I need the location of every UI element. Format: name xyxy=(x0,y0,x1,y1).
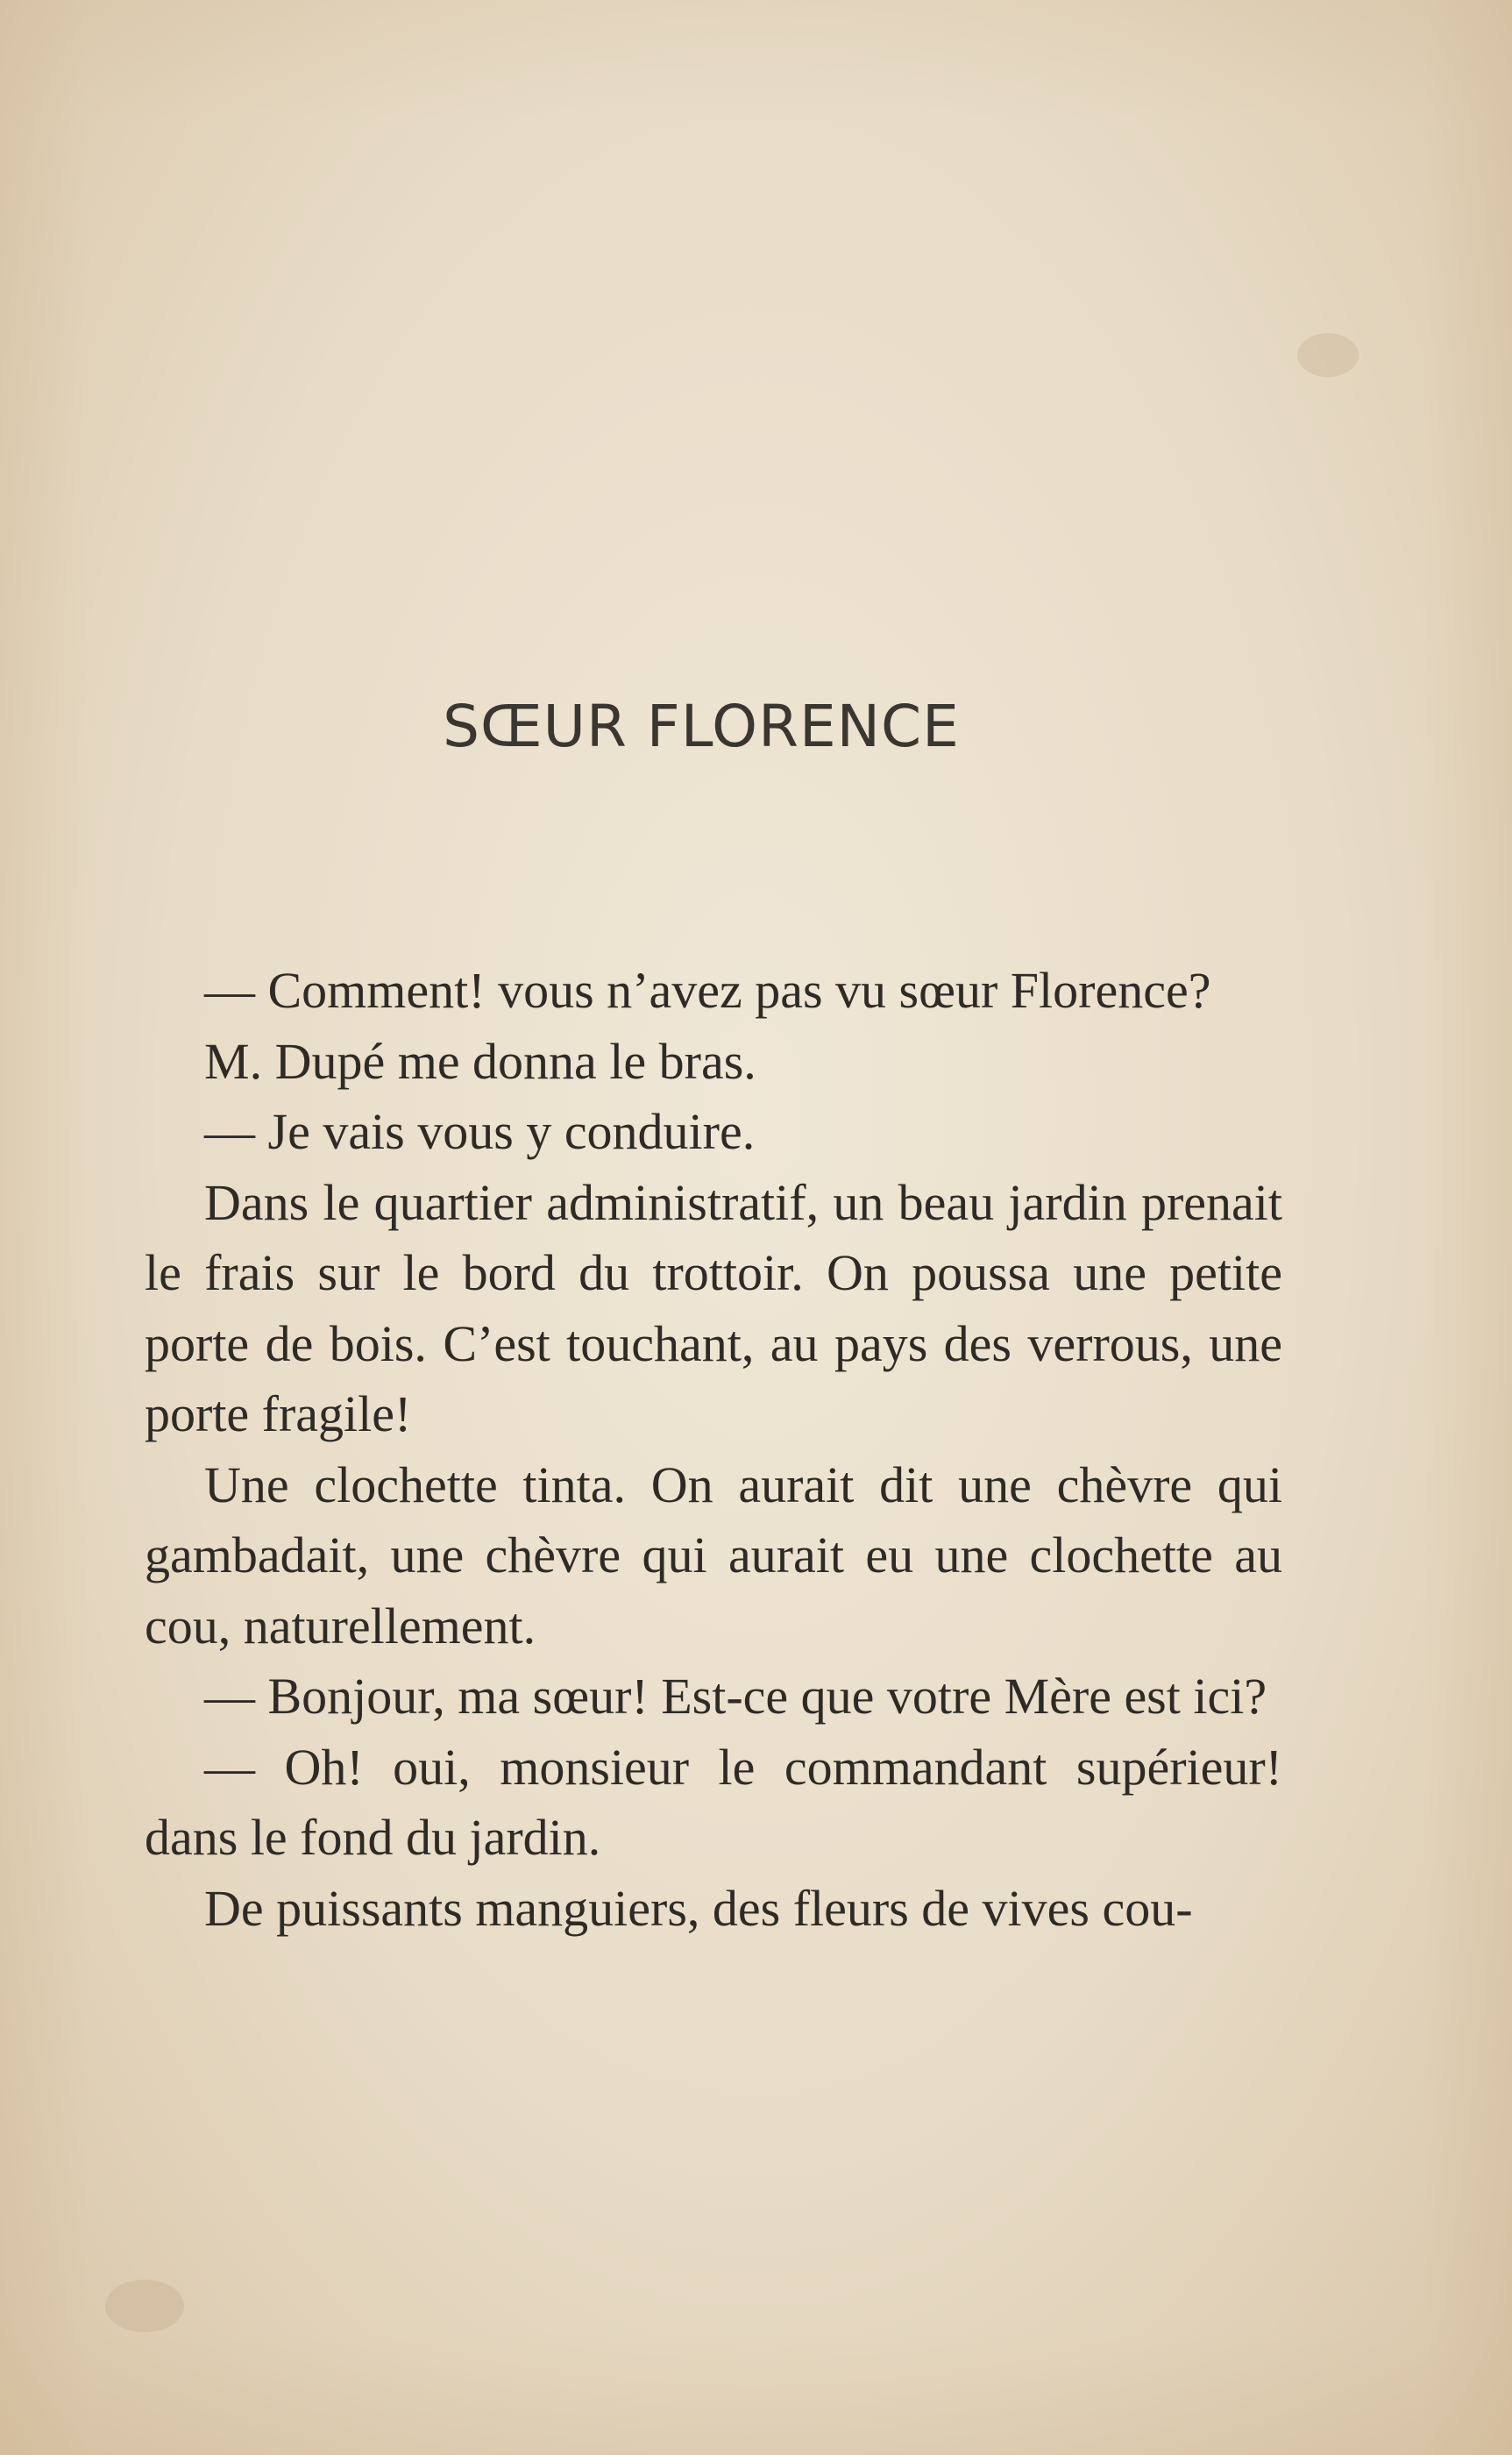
chapter-title: SŒUR FLORENCE xyxy=(443,693,960,760)
paper-stain xyxy=(105,2280,184,2332)
paragraph: M. Dupé me donna le bras. xyxy=(204,1032,756,1090)
paper-stain xyxy=(1297,333,1359,377)
paragraph: — Comment! vous n’avez pas vu sœur Florence? xyxy=(204,962,1211,1019)
paragraph: — Bonjour, ma sœur! Est-ce que votre Mère est ici? xyxy=(204,1668,1267,1725)
paragraph: — Je vais vous y conduire. xyxy=(204,1103,756,1160)
paragraph: Dans le quartier administratif, un beau jardin prenait le frais sur le bord du trottoir. On poussa une petite porte de bois. C’est touchant, au pays des verrous, une porte fragile! xyxy=(145,1173,1282,1442)
paragraph: De puissants manguiers, des fleurs de vives cou- xyxy=(204,1879,1193,1937)
paragraph: — Oh! oui, monsieur le commandant supérieur! dans le fond du jardin. xyxy=(145,1738,1282,1866)
paragraph: Une clochette tinta. On aurait dit une chèvre qui gambadait, une chèvre qui aurait eu une clochette au cou, naturellement. xyxy=(145,1455,1282,1654)
body-text xyxy=(145,956,1282,1944)
